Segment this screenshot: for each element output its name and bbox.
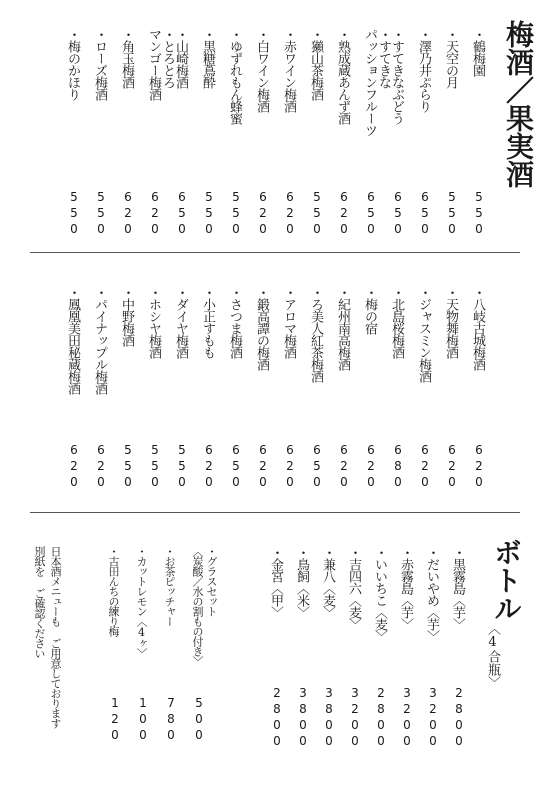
menu-item-name: ・古田んちの練り梅 — [107, 546, 120, 636]
umeshu-section-2 — [0, 258, 559, 508]
divider-2 — [30, 512, 520, 513]
menu-item — [254, 28, 280, 268]
menu-item-price: 620 — [445, 443, 459, 491]
menu-item — [190, 546, 216, 786]
menu-item — [335, 286, 361, 526]
umeshu-section-1 — [0, 0, 559, 250]
menu-item-name: ・角玉梅酒 — [119, 28, 134, 88]
menu-item — [254, 286, 280, 526]
menu-item-name: ・北島桜梅酒 — [389, 286, 404, 358]
menu-item — [294, 546, 320, 786]
menu-item-name: ・吉四六〈麦〉 — [346, 546, 361, 630]
menu-item-name: ・ホシヤ梅酒 — [146, 286, 161, 358]
menu-item — [200, 28, 226, 268]
menu-item — [308, 286, 334, 526]
menu-item-price: 620 — [256, 443, 270, 491]
menu-item — [416, 28, 442, 268]
menu-item-price: 620 — [202, 443, 216, 491]
section-subtitle-bottle: 〈4合瓶〉 — [485, 622, 500, 689]
menu-item-name: ・とろとろ マンゴー梅酒 — [146, 28, 175, 100]
menu-item-price: 2800 — [374, 686, 388, 750]
menu-item-price: 550 — [472, 190, 486, 238]
menu-item-price: 3200 — [348, 686, 362, 750]
menu-item — [162, 546, 188, 786]
section-title-bottle: ボトル — [490, 538, 523, 622]
menu-item-name: ・山崎梅酒 — [173, 28, 188, 88]
menu-item-price: 620 — [94, 443, 108, 491]
menu-item-price: 550 — [121, 443, 135, 491]
menu-item — [470, 28, 496, 268]
menu-item-name: ・ジャスミン梅酒 — [416, 286, 431, 382]
menu-item-name: ・天物舞梅酒 — [443, 286, 458, 358]
menu-item — [470, 286, 496, 526]
menu-item — [92, 286, 118, 526]
menu-item-price: 3800 — [296, 686, 310, 750]
menu-item — [424, 546, 450, 786]
menu-item-name: ・兼八〈麦〉 — [320, 546, 335, 618]
menu-item-price: 620 — [67, 443, 81, 491]
menu-item — [268, 546, 294, 786]
divider-1 — [30, 252, 520, 253]
menu-item-price: 550 — [67, 190, 81, 238]
menu-item-name: ・中野梅酒 — [119, 286, 134, 346]
menu-item-price: 550 — [202, 190, 216, 238]
sake-note-line-1: 日本酒メニューも ご用意しております — [49, 546, 62, 728]
menu-item-price: 680 — [391, 443, 405, 491]
menu-item — [398, 546, 424, 786]
menu-item-name: ・黒糖蔦酔 — [200, 28, 215, 88]
menu-item-price: 550 — [175, 443, 189, 491]
menu-item — [450, 546, 476, 786]
menu-item — [119, 28, 145, 268]
menu-item-name: ・梅のかほり — [65, 28, 80, 100]
menu-item — [443, 286, 469, 526]
menu-item-name: ・鶴梅園 — [470, 28, 485, 76]
menu-item-price: 550 — [310, 190, 324, 238]
menu-item-price: 620 — [418, 443, 432, 491]
menu-item — [335, 28, 361, 268]
menu-item — [173, 286, 199, 526]
menu-item — [308, 28, 334, 268]
menu-item-price: 3200 — [400, 686, 414, 750]
menu-item-name: ・紀州南高梅酒 — [335, 286, 350, 370]
menu-item — [281, 28, 307, 268]
menu-item-name: ・鍛高譚の梅酒 — [254, 286, 269, 370]
menu-item-name: ・ゆずれもん蜂蜜 — [227, 28, 242, 124]
menu-item — [65, 28, 91, 268]
menu-item-name: ・さつま梅酒 — [227, 286, 242, 358]
menu-item — [65, 286, 91, 526]
menu-item-name: ・赤ワイン梅酒 — [281, 28, 296, 112]
menu-item-price: 650 — [229, 443, 243, 491]
menu-item-name: ・黒霧島〈芋〉 — [450, 546, 465, 630]
menu-item — [146, 28, 175, 268]
menu-item-price: 100 — [136, 696, 150, 744]
menu-item — [134, 546, 160, 786]
menu-item-name: ・八岐古城梅酒 — [470, 286, 485, 370]
menu-item-price: 550 — [94, 190, 108, 238]
menu-item-name: ・熟成蔵あんず酒 — [335, 28, 350, 124]
menu-item-price: 2800 — [452, 686, 466, 750]
menu-item-name: ・ローズ梅酒 — [92, 28, 107, 100]
menu-item-price: 620 — [283, 190, 297, 238]
menu-item — [227, 286, 253, 526]
menu-item-price: 2800 — [270, 686, 284, 750]
menu-item-name: ・お茶ピッチャー — [163, 546, 176, 626]
menu-item-price: 620 — [121, 190, 135, 238]
menu-item — [227, 28, 253, 268]
menu-item-name: ・金宮〈甲〉 — [268, 546, 283, 618]
menu-item-name: ・カットレモン〈4ヶ〉 — [135, 546, 148, 658]
menu-item — [320, 546, 346, 786]
menu-item-price: 650 — [364, 190, 378, 238]
menu-item-name: ・グラスセット 〈炭酸／水の割もの付き〉 — [191, 546, 218, 666]
sake-note-line-2: 別紙を ご確認ください — [33, 546, 46, 658]
menu-item-price: 650 — [418, 190, 432, 238]
menu-item-name: ・パイナップル梅酒 — [92, 286, 107, 394]
menu-item — [389, 286, 415, 526]
menu-item-name: ・アロマ梅酒 — [281, 286, 296, 358]
menu-item-price: 650 — [391, 190, 405, 238]
menu-item-price: 620 — [148, 190, 162, 238]
menu-item-name: ・すてきなぶどう — [389, 28, 404, 124]
menu-item-price: 780 — [164, 696, 178, 744]
menu-item-price: 550 — [445, 190, 459, 238]
menu-item-name: ・いいちこ〈麦〉 — [372, 546, 387, 642]
menu-item-name: ・梅の宿 — [362, 286, 377, 334]
menu-item-price: 620 — [364, 443, 378, 491]
menu-item-name: ・鳥飼〈米〉 — [294, 546, 309, 618]
menu-item — [443, 28, 469, 268]
menu-item-name: ・白ワイン梅酒 — [254, 28, 269, 112]
menu-item-price: 650 — [175, 190, 189, 238]
menu-item — [416, 286, 442, 526]
menu-item-price: 620 — [472, 443, 486, 491]
menu-item-name: ・鳳凰美田秘蔵梅酒 — [65, 286, 80, 394]
menu-item-price: 620 — [283, 443, 297, 491]
menu-item-price: 500 — [192, 696, 206, 744]
menu-item-price: 650 — [310, 443, 324, 491]
menu-item-name: ・天空の月 — [443, 28, 458, 88]
menu-item-name: ・ろ美人紅茶梅酒 — [308, 286, 323, 382]
menu-item-price: 620 — [337, 190, 351, 238]
menu-item-name: ・ダイヤ梅酒 — [173, 286, 188, 358]
menu-item-name: ・だいやめ〈芋〉 — [424, 546, 439, 642]
menu-item — [389, 28, 415, 268]
menu-item — [346, 546, 372, 786]
bottle-section — [0, 518, 559, 788]
menu-item — [372, 546, 398, 786]
menu-item-name: ・獺山茶梅酒 — [308, 28, 323, 100]
menu-item-price: 550 — [229, 190, 243, 238]
menu-item — [200, 286, 226, 526]
section-title-umeshu: 梅酒／果実酒 — [502, 20, 535, 188]
menu-item — [362, 28, 391, 268]
menu-item-price: 120 — [108, 696, 122, 744]
menu-item — [119, 286, 145, 526]
menu-item — [106, 546, 132, 786]
menu-item-name: ・すてきな パッションフルーツ — [362, 28, 391, 136]
menu-item — [281, 286, 307, 526]
menu-item-price: 3800 — [322, 686, 336, 750]
menu-item — [362, 286, 388, 526]
menu-item-price: 550 — [148, 443, 162, 491]
menu-item — [146, 286, 172, 526]
menu-item-name: ・澤乃井ぷらり — [416, 28, 431, 112]
menu-item-price: 620 — [337, 443, 351, 491]
menu-item-name: ・赤霧島〈芋〉 — [398, 546, 413, 630]
menu-item — [92, 28, 118, 268]
menu-item — [173, 28, 199, 268]
menu-item-price: 3200 — [426, 686, 440, 750]
menu-item-price: 620 — [256, 190, 270, 238]
menu-item-name: ・小正すもも — [200, 286, 215, 358]
